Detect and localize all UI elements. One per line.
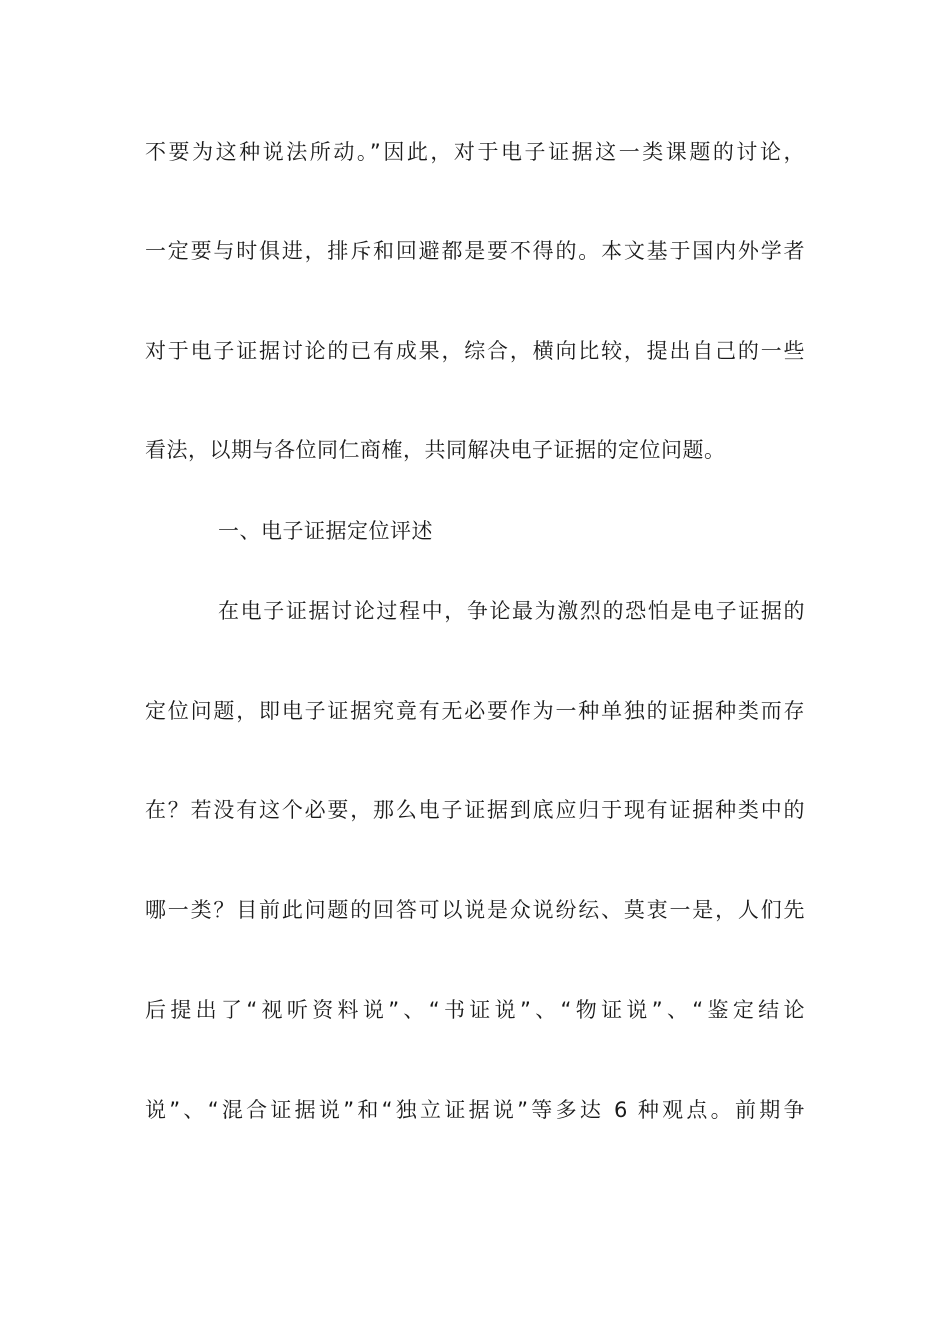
paragraph-1-line-4: 看法，以期与各位同仁商榷，共同解决电子证据的定位问题。 [145,438,726,462]
paragraph-2-line-1: 在电子证据讨论过程中，争论最为激烈的恐怕是电子证据的 [218,599,805,623]
section-heading: 一、电子证据定位评述 [218,519,433,543]
paragraph-2-line-2: 定位问题，即电子证据究竟有无必要作为一种单独的证据种类而存 [145,699,805,723]
paragraph-2-line-6: 说”、“混合证据说”和“独立证据说”等多达 6 种观点。前期争 [145,1098,805,1122]
paragraph-2-line-3: 在？若没有这个必要，那么电子证据到底应归于现有证据种类中的 [145,798,805,822]
paragraph-1-line-2: 一定要与时俱进，排斥和回避都是要不得的。本文基于国内外学者 [145,239,805,263]
paragraph-1-line-1: 不要为这种说法所动。”因此，对于电子证据这一类课题的讨论， [145,140,805,164]
paragraph-2-line-5: 后提出了“视听资料说”、“书证说”、“物证说”、“鉴定结论 [145,998,805,1022]
paragraph-1-line-3: 对于电子证据讨论的已有成果，综合，横向比较，提出自己的一些 [145,339,805,363]
paragraph-2-line-4: 哪一类？目前此问题的回答可以说是众说纷纭、莫衷一是，人们先 [145,898,805,922]
